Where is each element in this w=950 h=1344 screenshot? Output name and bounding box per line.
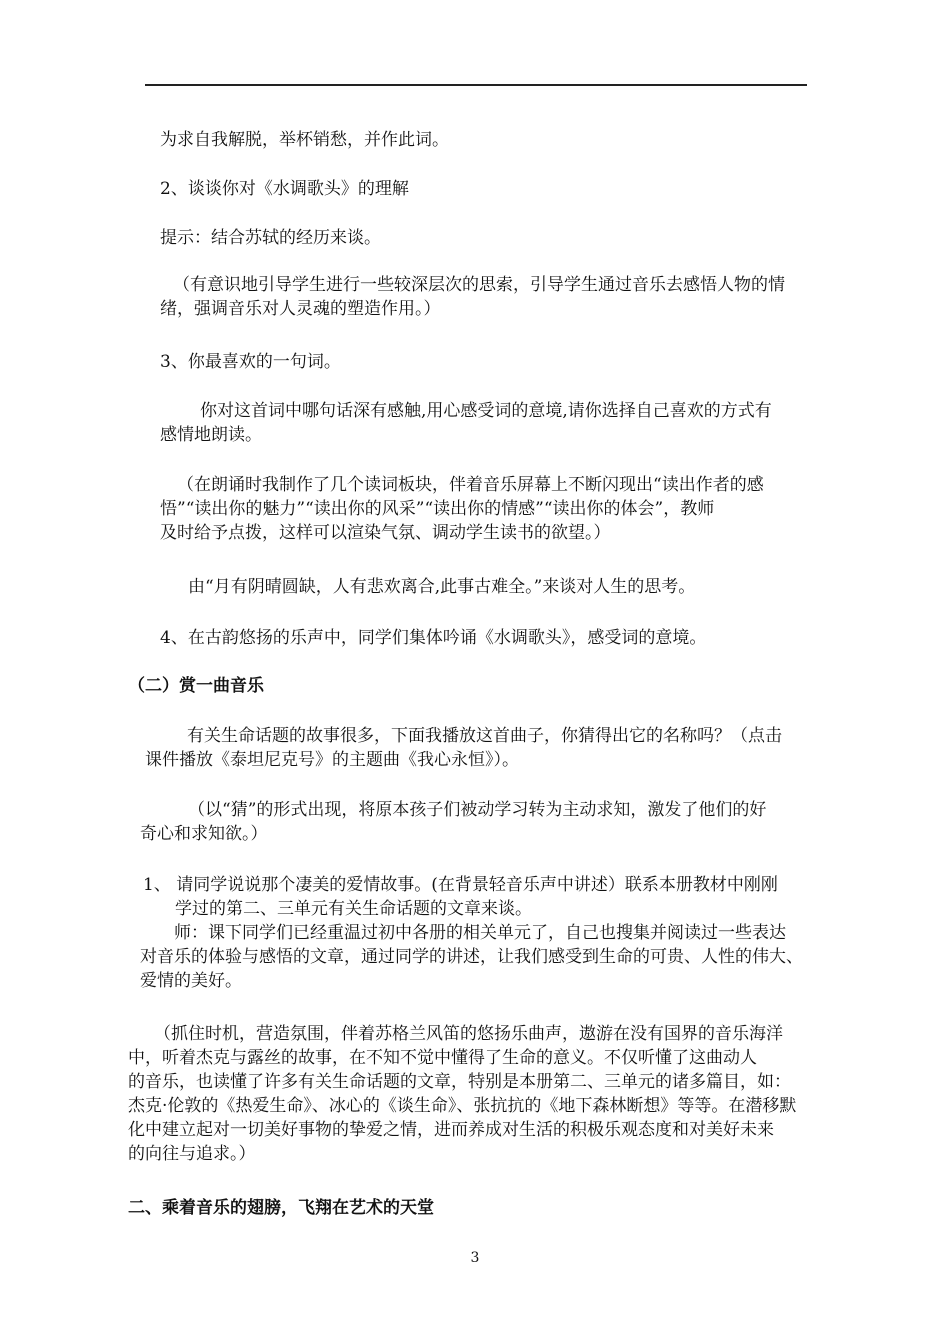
text-line: 中，听着杰克与露丝的故事，在不知不觉中懂得了生命的意义。不仅听懂了这曲动人 bbox=[128, 1048, 757, 1068]
page-number: 3 bbox=[470, 1250, 480, 1266]
text-line: 由“月有阴晴圆缺，人有悲欢离合,此事古难全。”来谈对人生的思考。 bbox=[188, 577, 696, 597]
text-line: （在朗诵时我制作了几个读词板块，伴着音乐屏幕上不断闪现出“读出作者的感 bbox=[177, 475, 764, 495]
hint-line: 提示：结合苏轼的经历来谈。 bbox=[160, 228, 381, 248]
text-line: 的向往与追求。） bbox=[128, 1144, 256, 1164]
text-line: （以“猜”的形式出现，将原本孩子们被动学习转为主动求知，激发了他们的好 bbox=[188, 800, 767, 820]
text-line: 感情地朗读。 bbox=[160, 425, 262, 445]
note-paragraph bbox=[160, 273, 785, 321]
text-line: 的音乐，也读懂了许多有关生命话题的文章，特别是本册第二、三单元的诸多篇目，如： bbox=[128, 1072, 791, 1092]
text-line: 师：课下同学们已经重温过初中各册的相关单元了，自己也搜集并阅读过一些表达 bbox=[174, 923, 786, 943]
text-line: （有意识地引导学生进行一些较深层次的思索，引导学生通过音乐去感悟人物的情 bbox=[173, 275, 785, 295]
text-line: 对音乐的体验与感悟的文章，通过同学的讲述，让我们感受到生命的可贵、人性的伟大、 bbox=[140, 947, 803, 967]
body-paragraph bbox=[145, 724, 782, 772]
text-line: 有关生命话题的故事很多，下面我播放这首曲子，你猜得出它的名称吗？（点击 bbox=[187, 726, 782, 746]
note-paragraph bbox=[128, 1022, 796, 1166]
text-line: 为求自我解脱，举杯销愁，并作此词。 bbox=[160, 130, 449, 150]
text-line: 绪，强调音乐对人灵魂的塑造作用。） bbox=[160, 299, 441, 319]
question-2: 2、谈谈你对《水调歌头》的理解 bbox=[160, 179, 409, 199]
text-line: 1、 请同学说说那个凄美的爱情故事。(在背景轻音乐声中讲述）联系本册教材中刚刚 bbox=[143, 875, 778, 895]
text-line: 奇心和求知欲。） bbox=[140, 824, 268, 844]
note-paragraph bbox=[160, 473, 764, 545]
header-rule bbox=[145, 84, 807, 86]
text-line: （抓住时机，营造氛围，伴着苏格兰风笛的悠扬乐曲声，遨游在没有国界的音乐海洋 bbox=[154, 1024, 783, 1044]
text-line: 及时给予点拨，这样可以渲染气氛、调动学生读书的欲望。） bbox=[160, 523, 611, 543]
question-3: 3、你最喜欢的一句词。 bbox=[160, 352, 341, 372]
section-heading: 二、乘着音乐的翅膀，飞翔在艺术的天堂 bbox=[128, 1198, 434, 1218]
text-line: 杰克·伦敦的《热爱生命》、冰心的《谈生命》、张抗抗的《地下森林断想》等等。在潜移默 bbox=[128, 1096, 797, 1116]
text-line: 悟”“读出你的魅力”“读出你的风采”“读出你的情感”“读出你的体会”，教师 bbox=[160, 499, 715, 519]
text-line: 化中建立起对一切美好事物的挚爱之情，进而养成对生活的积极乐观态度和对美好未来 bbox=[128, 1120, 774, 1140]
text-line: 爱情的美好。 bbox=[140, 971, 242, 991]
note-paragraph bbox=[140, 798, 766, 846]
teacher-paragraph bbox=[140, 921, 803, 993]
question-4: 4、在古韵悠扬的乐声中，同学们集体吟诵《水调歌头》，感受词的意境。 bbox=[160, 628, 707, 648]
section-heading: （二）赏一曲音乐 bbox=[128, 676, 264, 696]
text-line: 你对这首词中哪句话深有感触,用心感受词的意境,请你选择自己喜欢的方式有 bbox=[200, 401, 772, 421]
body-paragraph bbox=[160, 399, 772, 447]
text-line: 学过的第二、三单元有关生命话题的文章来谈。 bbox=[175, 899, 532, 919]
text-line: 课件播放《泰坦尼克号》的主题曲《我心永恒》）。 bbox=[145, 750, 519, 770]
list-item bbox=[143, 873, 778, 921]
